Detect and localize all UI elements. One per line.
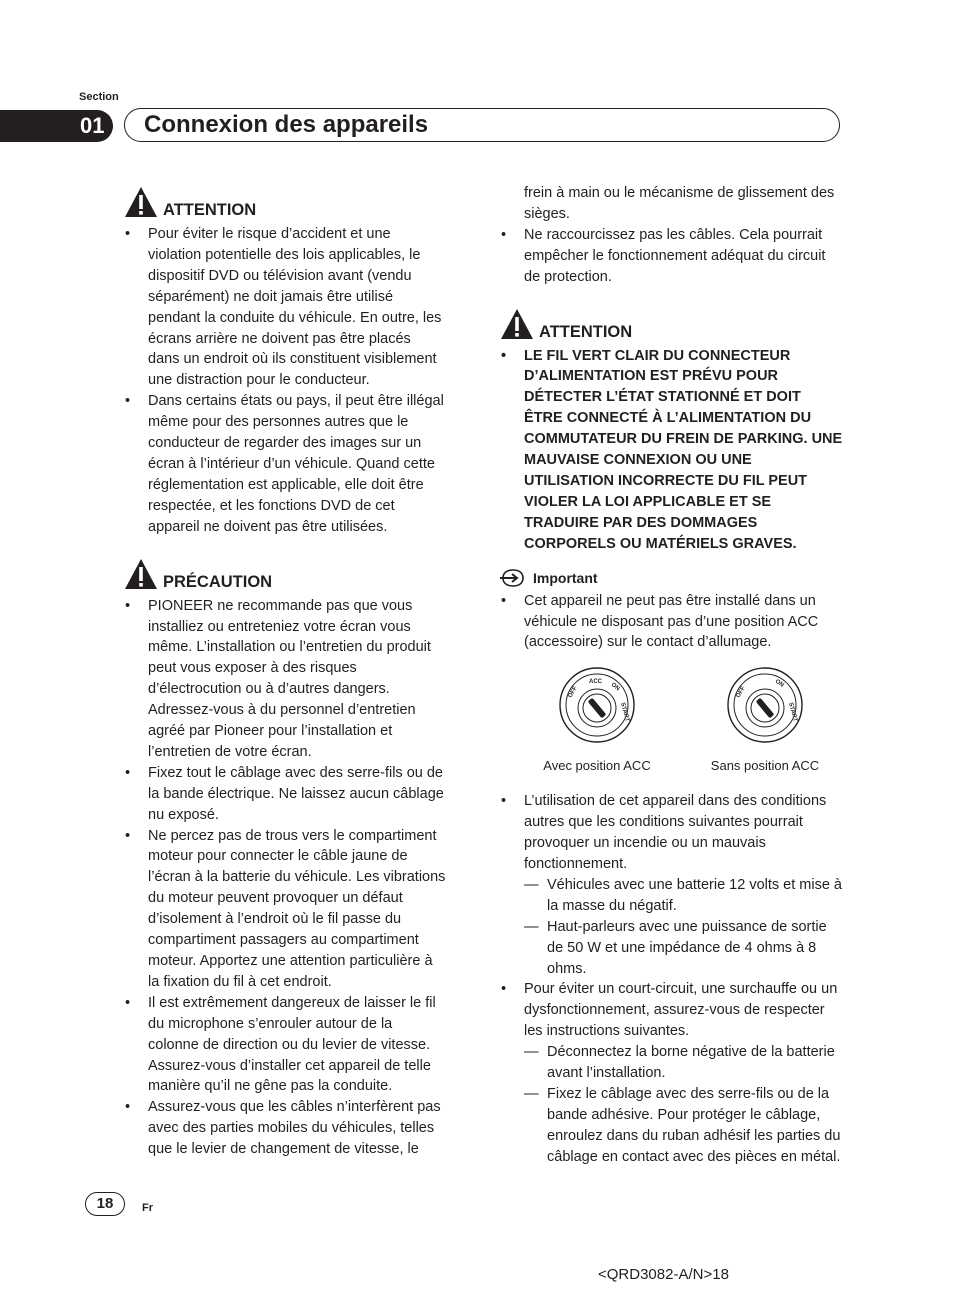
list-item [500, 791, 843, 979]
sub-list [524, 1042, 843, 1167]
continuation-text: frein à main ou le mécanisme de glissement des sièges. [524, 185, 835, 222]
list-item-text: • L’utilisation de cet appareil dans des conditions autres que les conditions suivantes pourrait provoquer un incendie ou un mauvais fonctionnement. [524, 793, 827, 873]
switch-label: OFF [567, 685, 579, 700]
sub-list-item: — Véhicules avec une batterie 12 volts et mise à la masse du négatif. [524, 875, 843, 917]
switch-label: OFF [735, 685, 747, 700]
precaution-label: PRÉCAUTION [163, 572, 273, 591]
attention-heading [124, 186, 446, 224]
list-item: • Cet appareil ne peut pas être installé dans un véhicule ne disposant pas d’une position ACC (accessoire) sur le contact d’allumage. [500, 591, 843, 654]
list-item-text: • Pour éviter un court-circuit, une surchauffe ou un dysfonctionnement, assurez-vous de respecter les instructions suivantes. [524, 981, 838, 1040]
switch-label: START [787, 702, 798, 723]
figure-caption: Avec position ACC [543, 758, 651, 774]
left-column [124, 186, 446, 1160]
important-heading [500, 567, 843, 591]
list-item: • Assurez-vous que les câbles n’interfèrent pas avec des parties mobiles du véhicules, telles que le levier de changement de vitesse, le [124, 1097, 446, 1160]
conditions-list [500, 791, 843, 1167]
list-item: • Ne raccourcissez pas les câbles. Cela pourrait empêcher le fonctionnement adéquat du circuit de protection. [500, 225, 843, 288]
precaution-list [124, 596, 446, 1160]
right-column [500, 183, 843, 1168]
cable-list [500, 225, 843, 288]
section-label: Section [79, 91, 119, 103]
important-label: Important [533, 569, 598, 586]
switch-label: ON [609, 682, 621, 693]
list-item: • PIONEER ne recommande pas que vous installiez ou entreteniez votre écran vous même. L’installation ou l’entretien du produit peut vous exposer à des risques d’électrocution ou à d’autres dangers. Adressez-vous à du personnel d’entretien agréé par Pioneer pour l’installation et l’entretien de votre écran. [124, 596, 446, 763]
warning-icon [124, 558, 158, 590]
page-title: Connexion des appareils [144, 111, 429, 138]
precaution-heading [124, 558, 446, 596]
attention-list [124, 224, 446, 538]
important-note-icon [500, 569, 526, 587]
sub-list-item: — Haut-parleurs avec une puissance de sortie de 50 W et une impédance de 4 ohms à 8 ohms. [524, 917, 843, 980]
section-number-badge: 01 [0, 110, 113, 142]
list-item [500, 979, 843, 1167]
figure-caption: Sans position ACC [710, 758, 820, 774]
sub-list-item: — Fixez le câblage avec des serre-fils ou de la bande adhésive. Pour protéger le câblage, enroulez dans du ruban adhésif les parties du câblage en contact avec des pièces en métal. [524, 1084, 843, 1168]
attention-list-2 [500, 346, 843, 555]
list-item: • Il est extrêmement dangereux de laisser le fil du microphone s’enrouler autour de la colonne de direction ou du levier de vitesse. Assurez-vous d’installer cet appareil de telle manière qu’il ne gêne pas la conduite. [124, 993, 446, 1098]
warning-icon [124, 186, 158, 218]
page-number: 18 [85, 1192, 125, 1216]
figure-without-acc [695, 665, 835, 777]
sub-list [524, 875, 843, 980]
switch-label: ON [773, 679, 785, 690]
attention-label: ATTENTION [163, 201, 257, 219]
list-item: • Dans certains états ou pays, il peut être illégal même pour des personnes autres que le conducteur de regarder des images sur un écran à l’intérieur d’un véhicule. Quand cette réglementation est applicable, elle doit être respectée, et les fonctions DVD de cet appareil ne doivent pas être utilisées. [124, 391, 446, 537]
switch-label: ACC [589, 679, 602, 686]
warning-icon [500, 308, 534, 340]
ignition-switch-acc-icon [557, 665, 637, 745]
list-item: • LE FIL VERT CLAIR DU CONNECTEUR D’ALIMENTATION EST PRÉVU POUR DÉTECTER L’ÉTAT STATIONNÉ ET DOIT ÊTRE CONNECTÉ À L’ALIMENTATION DU COMMUTATEUR DU FREIN DE PARKING. UNE MAUVAISE CONNEXION OU UNE UTILISATION INCORRECTE DU FIL PEUT VIOLER LA LOI APPLICABLE ET SE TRADUIRE PAR DES DOMMAGES CORPORELS OU MATÉRIELS GRAVES. [500, 346, 843, 555]
language-label: Fr [142, 1202, 153, 1214]
list-item: • Pour éviter le risque d’accident et une violation potentielle des lois applicables, le dispositif DVD ou télévision avant (vendu séparément) ne doit jamais être utilisé pendant la conduite du véhicule. En outre, les écrans arrière ne doivent pas être placés dans un endroit où ils constituent visiblement une distraction pour le conducteur. [124, 224, 446, 391]
switch-label: START [619, 702, 630, 723]
attention-heading-2 [500, 308, 843, 346]
ignition-figures [500, 653, 843, 791]
important-list [500, 591, 843, 654]
figure-with-acc [527, 665, 667, 777]
ignition-switch-icon [725, 665, 805, 745]
attention-label: ATTENTION [539, 322, 633, 341]
list-item: • Fixez tout le câblage avec des serre-fils ou de la bande électrique. Ne laissez aucun câblage nu exposé. [124, 763, 446, 826]
list-item: • Ne percez pas de trous vers le compartiment moteur pour connecter le câble jaune de l’écran à la batterie du véhicule. Les vibrations du moteur peuvent provoquer un défaut d’isolement à l’endroit où le fil passe du compartiment passagers au compartiment moteur. Apportez une attention particulière à la fixation du fil à cet endroit. [124, 826, 446, 993]
sub-list-item: — Déconnectez la borne négative de la batterie avant l’installation. [524, 1042, 843, 1084]
document-code: <QRD3082-A/N>18 [598, 1266, 729, 1283]
